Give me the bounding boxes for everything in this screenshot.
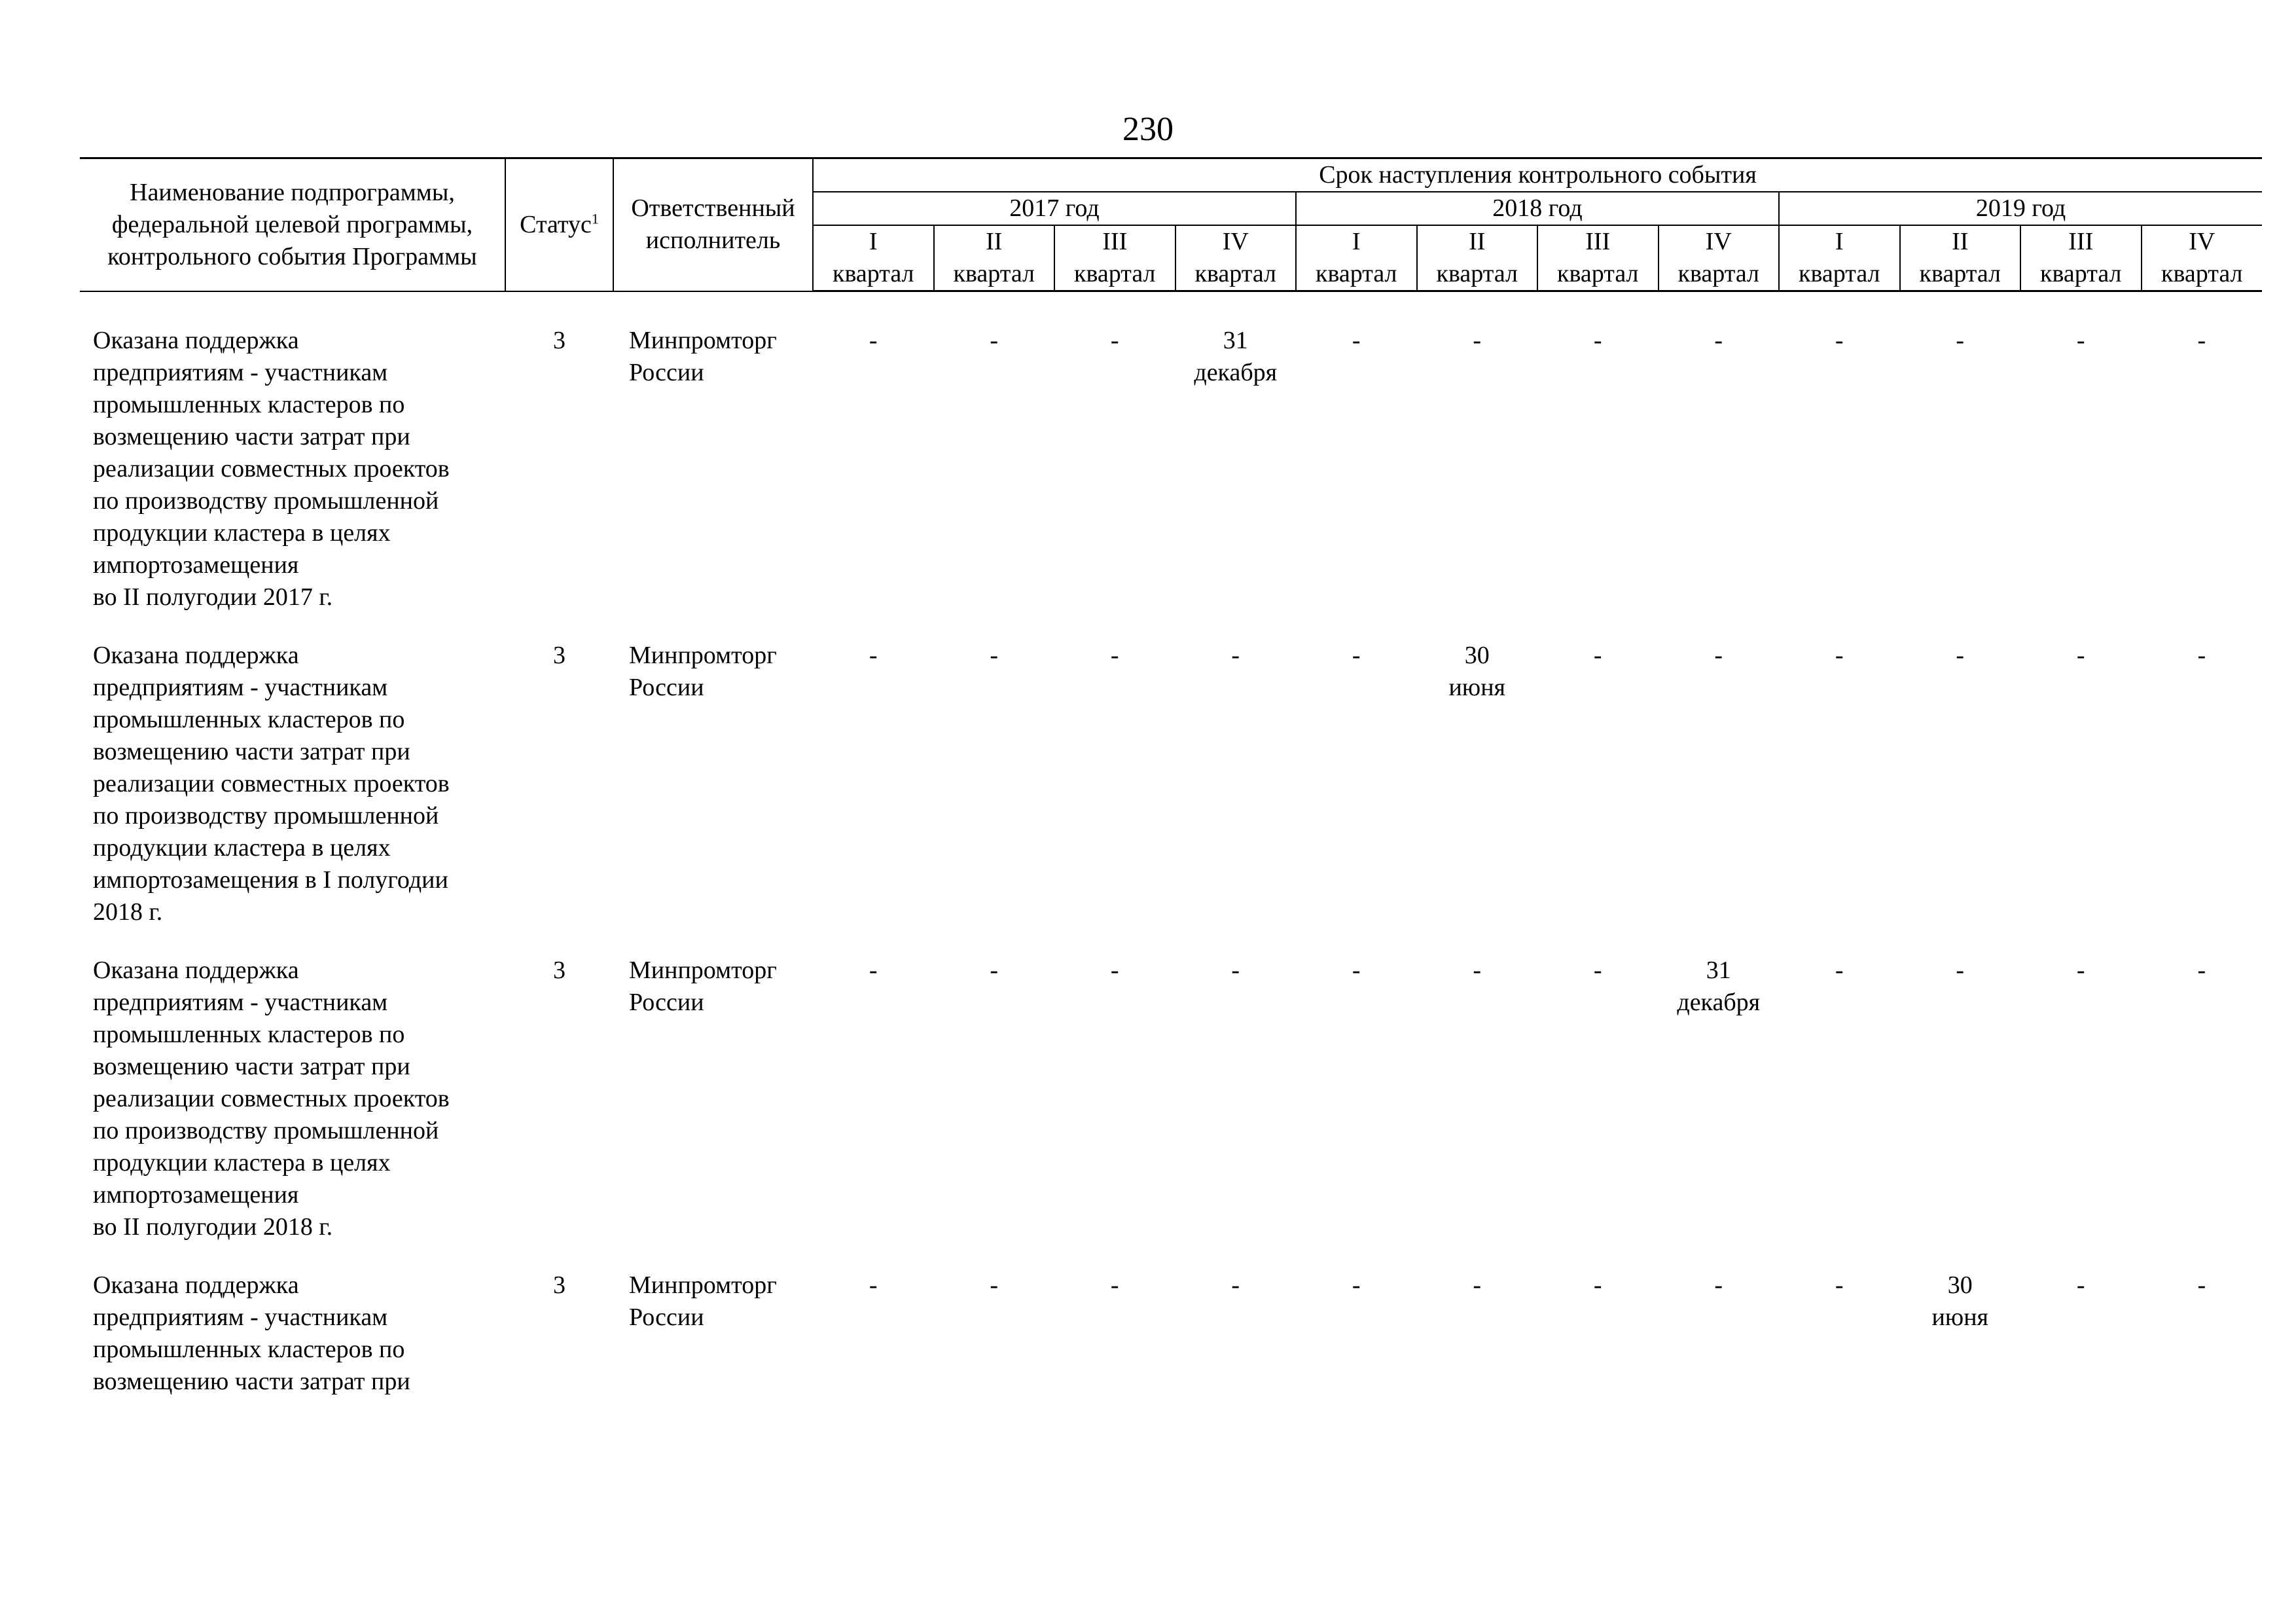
event-name-cell (80, 955, 505, 1269)
quarter-numeral: II (1900, 225, 2021, 258)
quarter-deadline-cell (813, 325, 934, 640)
event-name-cell (80, 1269, 505, 1424)
quarter-deadline-line: - (1473, 957, 1482, 984)
event-name-line: промышленных кластеров по (93, 391, 405, 418)
quarter-deadline-line: - (1110, 327, 1119, 354)
quarter-deadline-cell (1900, 1269, 2021, 1424)
event-name-line: промышленных кластеров по (93, 1336, 405, 1363)
status-cell: 3 (553, 327, 565, 354)
quarter-deadline-cell (1296, 325, 1417, 640)
quarter-label: квартал (1659, 258, 1780, 291)
quarter-label: квартал (1537, 258, 1659, 291)
quarter-deadline-cell (2142, 325, 2263, 640)
body-spacer-cell (80, 291, 2262, 325)
quarter-deadline-line: - (1352, 642, 1361, 669)
quarter-deadline-line: - (2197, 327, 2206, 354)
quarter-deadline-line: - (1473, 327, 1482, 354)
event-name-line: 2018 г. (93, 898, 163, 926)
quarter-deadline-cell (2142, 640, 2263, 955)
quarter-deadline-line: - (2076, 1271, 2085, 1299)
quarter-deadline-cell (1659, 325, 1780, 640)
quarter-deadline-line: - (990, 957, 999, 984)
year-header: 2018 год (1296, 192, 1779, 225)
quarter-deadline-cell (934, 325, 1055, 640)
executor-line: России (629, 989, 704, 1016)
quarter-deadline-line: - (1110, 957, 1119, 984)
quarter-numeral: IV (1175, 225, 1297, 258)
event-name-line: Оказана поддержка (93, 642, 299, 669)
quarter-deadline-cell (1779, 1269, 1900, 1424)
quarter-deadline-line: 31 (1706, 957, 1731, 984)
table-row (80, 640, 2262, 955)
quarter-deadline-cell (813, 640, 934, 955)
quarter-deadline-cell (1417, 955, 1538, 1269)
executor-line: Минпромторг (629, 642, 777, 669)
quarter-deadline-cell (2020, 1269, 2142, 1424)
event-name-line: во II полугодии 2017 г. (93, 583, 333, 611)
table-row (80, 325, 2262, 640)
executor-column-header (613, 158, 813, 291)
quarter-deadline-line: - (2076, 327, 2085, 354)
deadline-group-header: Срок наступления контрольного события (813, 158, 2262, 192)
name-column-header-line: федеральной целевой программы, (111, 210, 473, 238)
quarter-deadline-line: - (1352, 327, 1361, 354)
quarter-label: квартал (2142, 258, 2263, 291)
quarter-deadline-line: - (2197, 642, 2206, 669)
event-name-line: предприятиям - участникам (93, 674, 388, 701)
quarter-deadline-cell (1054, 1269, 1175, 1424)
executor-line: России (629, 674, 704, 701)
quarter-deadline-cell (1537, 955, 1659, 1269)
quarter-deadline-line: 31 (1223, 327, 1248, 354)
quarter-label: квартал (1779, 258, 1900, 291)
quarter-deadline-line: июня (1931, 1304, 1989, 1331)
name-column-header-line: Наименование подпрограммы, (130, 178, 455, 206)
quarter-deadline-line: - (1231, 1271, 1240, 1299)
quarter-deadline-cell (2142, 1269, 2263, 1424)
event-name-line: по производству промышленной (93, 487, 439, 515)
quarter-deadline-line: - (1352, 1271, 1361, 1299)
quarter-deadline-line: - (1231, 642, 1240, 669)
quarter-numeral: II (1417, 225, 1538, 258)
executor-column-header-line: исполнитель (645, 227, 781, 255)
year-header: 2017 год (813, 192, 1296, 225)
quarter-numeral: III (2020, 225, 2142, 258)
quarter-deadline-line: декабря (1194, 359, 1278, 386)
quarter-deadline-line: - (1714, 642, 1723, 669)
quarter-deadline-line: - (1352, 957, 1361, 984)
quarter-label: квартал (1175, 258, 1297, 291)
quarter-deadline-line: - (869, 642, 878, 669)
quarter-deadline-cell (1537, 1269, 1659, 1424)
year-header: 2019 год (1779, 192, 2262, 225)
quarter-deadline-cell (1659, 640, 1780, 955)
quarter-deadline-cell (1537, 640, 1659, 955)
quarter-deadline-line: - (1835, 957, 1844, 984)
event-name-line: возмещению части затрат при (93, 1053, 410, 1080)
event-name-line: промышленных кластеров по (93, 1021, 405, 1048)
quarter-label: квартал (934, 258, 1055, 291)
quarter-deadline-line: - (1835, 327, 1844, 354)
quarter-deadline-cell (1537, 325, 1659, 640)
quarter-deadline-cell (1175, 640, 1297, 955)
quarter-deadline-line: - (1593, 642, 1602, 669)
status-cell: 3 (553, 957, 565, 984)
quarter-label: квартал (1900, 258, 2021, 291)
event-name-line: импортозамещения (93, 551, 299, 579)
quarter-deadline-line: июня (1448, 674, 1506, 701)
quarter-deadline-cell (1779, 325, 1900, 640)
quarter-deadline-line: - (1231, 957, 1240, 984)
quarter-numeral: I (813, 225, 934, 258)
quarter-deadline-line: 30 (1947, 1271, 1973, 1299)
quarter-deadline-cell (1296, 640, 1417, 955)
event-name-line: возмещению части затрат при (93, 423, 410, 450)
quarter-deadline-cell (1175, 1269, 1297, 1424)
executor-cell (613, 1269, 813, 1424)
quarter-label: квартал (1417, 258, 1538, 291)
quarter-numeral: I (1296, 225, 1417, 258)
quarter-numeral: II (934, 225, 1055, 258)
quarter-deadline-line: - (1714, 1271, 1723, 1299)
quarter-deadline-cell (934, 955, 1055, 1269)
quarter-deadline-line: - (990, 1271, 999, 1299)
event-name-line: реализации совместных проектов (93, 770, 450, 797)
status-footnote-marker: 1 (591, 210, 599, 227)
quarter-deadline-line: 30 (1464, 642, 1490, 669)
quarter-deadline-cell (1175, 955, 1297, 1269)
quarter-deadline-line: - (1593, 957, 1602, 984)
table-header (80, 158, 2262, 291)
event-name-line: предприятиям - участникам (93, 1304, 388, 1331)
quarter-deadline-cell (2020, 640, 2142, 955)
quarter-deadline-line: - (990, 642, 999, 669)
quarter-deadline-cell (934, 640, 1055, 955)
quarter-deadline-line: - (1956, 327, 1965, 354)
quarter-deadline-line: - (869, 1271, 878, 1299)
event-name-line: Оказана поддержка (93, 327, 299, 354)
quarter-deadline-line: - (1110, 1271, 1119, 1299)
status-cell: 3 (553, 1271, 565, 1299)
quarter-deadline-line: - (1593, 1271, 1602, 1299)
status-column-header (505, 158, 613, 291)
quarter-label: квартал (1296, 258, 1417, 291)
quarter-deadline-cell (2020, 325, 2142, 640)
quarter-deadline-line: - (990, 327, 999, 354)
event-name-line: импортозамещения (93, 1181, 299, 1209)
quarter-deadline-cell (1417, 325, 1538, 640)
quarter-deadline-line: - (1835, 1271, 1844, 1299)
quarter-deadline-cell (1900, 640, 2021, 955)
quarter-deadline-line: - (1956, 957, 1965, 984)
quarter-deadline-cell (1779, 955, 1900, 1269)
executor-line: России (629, 359, 704, 386)
quarter-deadline-cell (934, 1269, 1055, 1424)
event-name-line: предприятиям - участникам (93, 359, 388, 386)
quarter-label: квартал (813, 258, 934, 291)
quarter-numeral: I (1779, 225, 1900, 258)
table-body (80, 291, 2262, 1425)
event-name-line: продукции кластера в целях (93, 1149, 391, 1176)
header-row (80, 158, 2262, 192)
quarter-deadline-cell (1779, 640, 1900, 955)
control-events-table (80, 157, 2262, 1424)
quarter-deadline-cell (813, 955, 934, 1269)
quarter-deadline-line: - (1110, 642, 1119, 669)
event-name-line: возмещению части затрат при (93, 738, 410, 765)
executor-cell (613, 640, 813, 955)
quarter-numeral: III (1054, 225, 1175, 258)
event-name-line: промышленных кластеров по (93, 706, 405, 733)
quarter-deadline-cell (2020, 955, 2142, 1269)
event-name-line: предприятиям - участникам (93, 989, 388, 1016)
quarter-deadline-line: - (2197, 1271, 2206, 1299)
event-name-line: во II полугодии 2018 г. (93, 1213, 333, 1241)
quarter-deadline-cell (1054, 640, 1175, 955)
event-name-cell (80, 325, 505, 640)
event-name-line: по производству промышленной (93, 802, 439, 830)
quarter-deadline-line: - (2076, 957, 2085, 984)
quarter-deadline-cell (1659, 1269, 1780, 1424)
executor-line: Минпромторг (629, 327, 777, 354)
quarter-deadline-cell (1900, 325, 2021, 640)
executor-cell (613, 325, 813, 640)
executor-cell (613, 955, 813, 1269)
quarter-deadline-cell (1054, 955, 1175, 1269)
quarter-deadline-cell (1659, 955, 1780, 1269)
event-name-line: Оказана поддержка (93, 957, 299, 984)
quarter-deadline-cell (1175, 325, 1297, 640)
quarter-deadline-line: - (1714, 327, 1723, 354)
status-cell: 3 (553, 642, 565, 669)
event-name-line: реализации совместных проектов (93, 455, 450, 483)
event-name-line: продукции кластера в целях (93, 519, 391, 547)
quarter-deadline-cell (813, 1269, 934, 1424)
quarter-deadline-cell (1417, 1269, 1538, 1424)
event-name-cell (80, 640, 505, 955)
executor-line: Минпромторг (629, 1271, 777, 1299)
executor-line: России (629, 1304, 704, 1331)
event-name-line: Оказана поддержка (93, 1271, 299, 1299)
quarter-deadline-line: - (1593, 327, 1602, 354)
event-name-line: продукции кластера в целях (93, 834, 391, 862)
event-name-line: реализации совместных проектов (93, 1085, 450, 1112)
quarter-label: квартал (1054, 258, 1175, 291)
executor-line: Минпромторг (629, 957, 777, 984)
control-events-table-container (80, 157, 2262, 1424)
quarter-deadline-cell (1296, 1269, 1417, 1424)
quarter-deadline-cell (1296, 955, 1417, 1269)
quarter-numeral: IV (2142, 225, 2263, 258)
quarter-deadline-cell (2142, 955, 2263, 1269)
executor-column-header-line: Ответственный (631, 194, 795, 223)
quarter-deadline-line: - (869, 957, 878, 984)
quarter-deadline-line: - (869, 327, 878, 354)
quarter-deadline-line: - (2076, 642, 2085, 669)
name-column-header (80, 158, 505, 291)
quarter-deadline-line: - (1473, 1271, 1482, 1299)
event-name-line: по производству промышленной (93, 1117, 439, 1144)
quarter-numeral: III (1537, 225, 1659, 258)
quarter-numeral: IV (1659, 225, 1780, 258)
page-number: 230 (1122, 111, 1174, 148)
quarter-deadline-cell (1054, 325, 1175, 640)
table-row (80, 955, 2262, 1269)
quarter-deadline-line: декабря (1677, 989, 1761, 1016)
quarter-deadline-line: - (1956, 642, 1965, 669)
event-name-line: импортозамещения в I полугодии (93, 866, 448, 894)
event-name-line: возмещению части затрат при (93, 1368, 410, 1395)
quarter-label: квартал (2020, 258, 2142, 291)
table-row (80, 1269, 2262, 1424)
quarter-deadline-cell (1417, 640, 1538, 955)
status-column-header-text: Статус (520, 210, 592, 238)
name-column-header-line: контрольного события Программы (107, 242, 477, 270)
quarter-deadline-cell (1900, 955, 2021, 1269)
quarter-deadline-line: - (2197, 957, 2206, 984)
quarter-deadline-line: - (1835, 642, 1844, 669)
body-spacer-row (80, 291, 2262, 325)
